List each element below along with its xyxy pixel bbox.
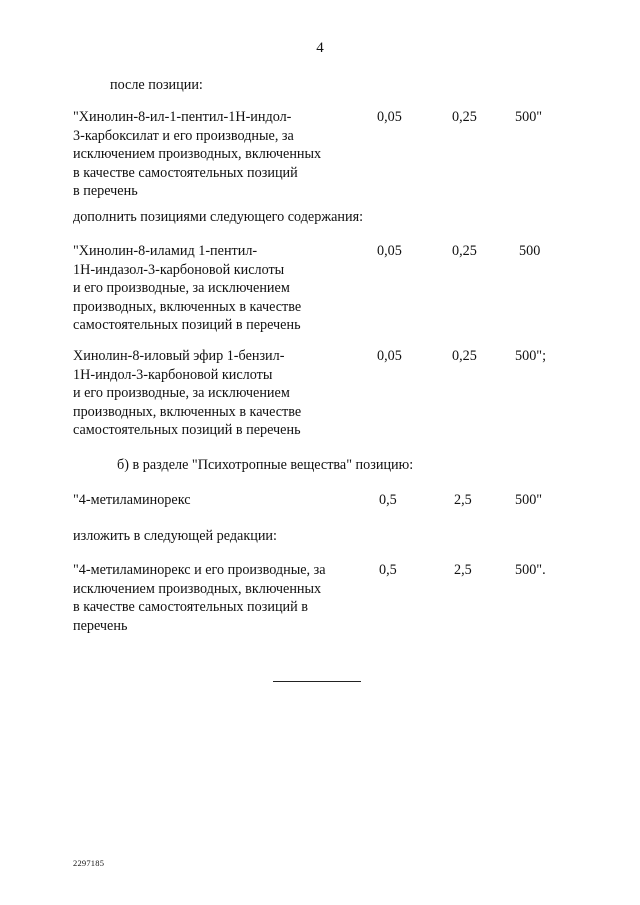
entry-line: в качестве самостоятельных позиций в [73,599,308,615]
entry-value-2: 0,25 [452,109,477,125]
entry-description [73,561,363,635]
entry-line: в качестве самостоятельных позиций [73,164,298,181]
entry-value-3: 500" [515,492,543,508]
entry-value-1: 0,05 [377,243,402,259]
entry-description [73,242,363,335]
entry-value-2: 2,5 [454,562,472,578]
entry-value-2: 0,25 [452,243,477,259]
entry-value-3: 500"; [515,348,547,364]
entry-value-1: 0,05 [377,348,402,364]
entry-value-1: 0,5 [379,562,397,578]
entry-value-2: 0,25 [452,348,477,364]
entry-line: исключением производных, включенных [73,580,322,597]
entry-line: "4-метиламинорекс и его производные, за [73,562,326,578]
intro-psychotropic-section: б) в разделе "Психотропные вещества" позицию: [117,457,414,473]
entry-description [73,491,363,510]
entry-value-3: 500 [519,243,541,259]
intro-new-wording: изложить в следующей редакции: [73,528,277,544]
entry-line: производных, включенных в качестве [73,298,302,315]
entry-line: в перечень [73,183,138,199]
entry-line: 3-карбоксилат и его производные, за [73,127,294,144]
entry-line: исключением производных, включенных [73,146,322,162]
intro-add-positions: дополнить позициями следующего содержания: [73,209,364,225]
entry-line: "4-метиламинорекс [73,492,191,508]
entry-value-1: 0,05 [377,109,402,125]
entry-value-3: 500" [515,109,543,125]
entry-line: "Хинолин-8-ил-1-пентил-1Н-индол- [73,109,292,125]
entry-line: 1Н-индазол-3-карбоновой кислоты [73,261,285,278]
entry-line: 1Н-индол-3-карбоновой кислоты [73,366,273,383]
closing-divider [273,681,361,682]
entry-value-3: 500". [515,562,546,578]
document-code: 2297185 [73,858,105,868]
page-number: 4 [316,40,324,56]
entry-value-2: 2,5 [454,492,472,508]
entry-description [73,347,363,440]
entry-line: производных, включенных в качестве [73,403,302,420]
entry-value-1: 0,5 [379,492,397,508]
entry-line: самостоятельных позиций в перечень [73,422,301,438]
intro-after-position: после позиции: [110,77,203,93]
entry-line: перечень [73,617,128,634]
entry-line: самостоятельных позиций в перечень [73,317,301,333]
entry-line: "Хинолин-8-иламид 1-пентил- [73,243,258,259]
entry-line: и его производные, за исключением [73,280,290,296]
entry-line: Хинолин-8-иловый эфир 1-бензил- [73,348,285,364]
entry-line: и его производные, за исключением [73,385,290,401]
entry-description [73,108,363,201]
